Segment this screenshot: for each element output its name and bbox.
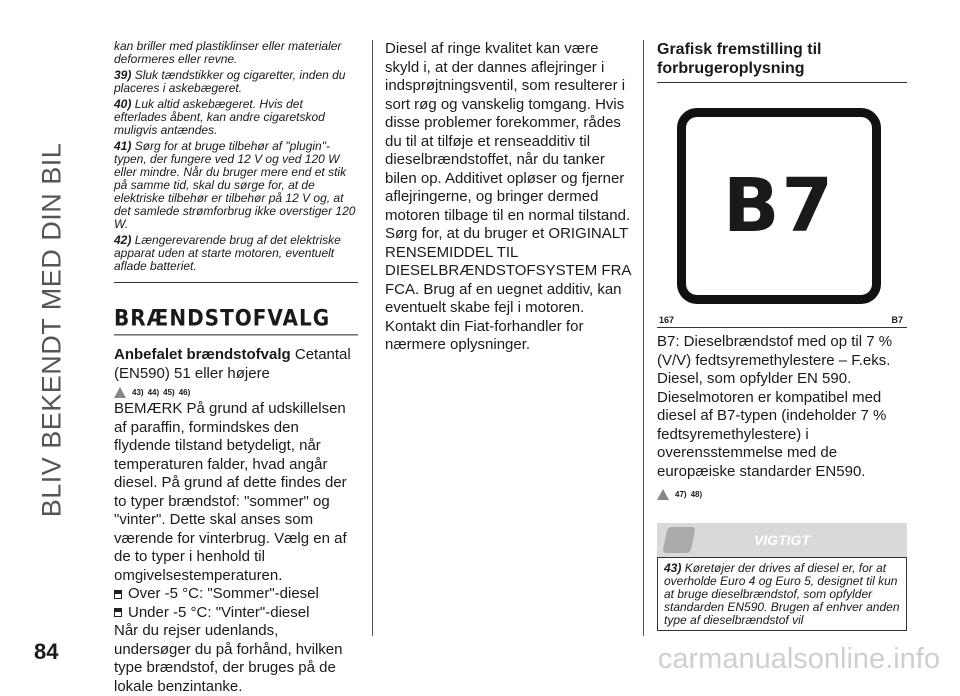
additive-paragraph: Diesel af ringe kvalitet kan være skyld i, at der dannes aflejringer i indsprøjtningsventil, som resulterer i sort røg og vanskelig tomgang. Hvis disse problemer forekommer, rådes du til at tilføje et renseadditiv til dieselbrændstoffet, når du tanker bilen op. Additivet opløser og fjerner aflejringerne, og bringer dermed motoren tilbage til en normal tilstand. Sørg for, at du bruger et ORIGINALT RENSEMIDDEL TIL DIESELBRÆNDSTOFSYSTEM FRA FCA. Brug af en uegnet additiv, kan eventuelt skabe fejl i motoren. Kontakt din Fiat-forhandler for nærmere oplysninger. — [385, 40, 631, 353]
important-box — [657, 557, 907, 631]
warning-refs: 43) 44) 45) 46) — [114, 385, 358, 399]
notes-block — [114, 40, 358, 283]
car-warning-icon — [662, 527, 696, 553]
warning-refs: 47) 48) — [657, 487, 907, 501]
consumer-info-heading: Grafisk fremstilling til forbrugeroplysning — [657, 40, 907, 83]
bullet-box-icon — [114, 608, 122, 617]
watermark: carmanualsonline.info — [657, 643, 940, 675]
b7-definition: B7: Dieselbrændstof med op til 7 % (V/V) fedtsyremethylestere – F.eks. Diesel, som opfylder EN 590. — [657, 333, 893, 387]
column-divider — [372, 40, 373, 636]
warning-note: 43) Køretøjer der drives af diesel er, for at overholde Euro 4 og Euro 5, designet til kun at bruge dieselbrændstof, som opfylder standarden EN590. Brugen af enhver anden type af dieselbrændstof vil — [664, 561, 900, 627]
note-item: 41) Sørg for at bruge tilbehør af "plugin"-typen, der fungere ved 12 V og ved 120 W eller mindre. Når du bruger mere end et stik på samme tid, skal du sørge for, at de elektriske tilbehør er tilbehør på 12 V og, at det samlede strømforbrug ikke overstiger 120 W. — [114, 139, 356, 231]
fuel-paragraph: BEMÆRK På grund af udskillelsen af paraffin, formindskes den flydende tilstand betydeligt, når temperaturen falder, hvad angår diesel. På grund af dette findes der to typer brændstof: "sommer" og "vinter". Dette skal anses som værende for vinterbrug. Vælg en af de to typer i henhold til omgivelsestemperaturen. — [114, 400, 347, 584]
column-2 — [385, 40, 633, 355]
fuel-recommendation: Anbefalet brændstofvalg Cetantal (EN590) 51 eller højere — [114, 346, 351, 382]
list-item: Under -5 °C: "Vinter"-diesel — [114, 604, 358, 623]
column-divider — [643, 40, 644, 636]
important-banner: VIGTIGT — [657, 523, 907, 557]
side-title: BLIV BEKENDT MED DIN BIL — [36, 142, 67, 518]
section-heading: BRÆNDSTOFVALG — [114, 305, 358, 336]
warning-triangle-icon — [657, 489, 669, 500]
b7-label-graphic: B7 — [677, 108, 881, 304]
list-item: Over -5 °C: "Sommer"-diesel — [114, 585, 358, 604]
note-item: 42) Længerevarende brug af det elektriske apparat uden at starte motoren, eventuelt aflade batteriet. — [114, 233, 341, 273]
compatibility-paragraph: Dieselmotoren er kompatibel med diesel af B7-typen (indeholder 7 % fedtsyremethylestere) i overensstemmelse med de europæiske standarder EN590. — [657, 388, 887, 480]
page-number: 84 — [34, 639, 59, 664]
note-item: kan briller med plastiklinser eller materialer deformeres eller revne. — [114, 39, 342, 66]
bullet-box-icon — [114, 590, 122, 599]
column-1 — [114, 40, 358, 696]
figure-number: 167 — [659, 315, 675, 325]
warning-triangle-icon — [114, 387, 126, 398]
column-3 — [657, 40, 907, 631]
figure-b7 — [657, 95, 907, 328]
note-item: 40) Luk altid askebægeret. Hvis det efterlades åbent, kan andre cigaretskod muligvis antændes. — [114, 97, 325, 137]
note-item: 39) Sluk tændstikker og cigaretter, inden du placeres i askebægeret. — [114, 68, 346, 95]
travel-paragraph: Når du rejser udenlands, undersøger du på forhånd, hvilken type brændstof, der bruges på de lokale benzintanke. — [114, 622, 343, 695]
figure-code: B7 — [891, 315, 903, 325]
